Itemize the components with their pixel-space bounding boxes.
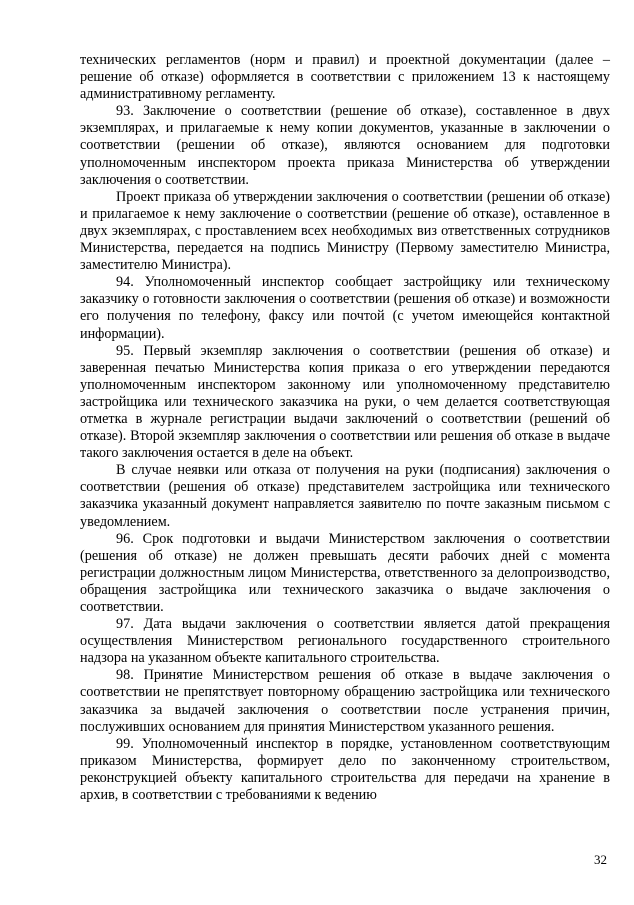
document-page xyxy=(80,52,610,804)
paragraph-98: 98. Принятие Министерством решения об отказе в выдаче заключения о соответствии не препятствует повторному обращению застройщика или технического заказчика за выдачей заключения о соответствии после устранения причин, послуживших основанием для принятия Министерством указанного решения. xyxy=(80,667,610,735)
paragraph-95-non-appearance: В случае неявки или отказа от получения на руки (подписания) заключения о соответствии (решения об отказе) представителем застройщика или технического заказчика указанный документ направляется заявителю по почте заказным письмом с уведомлением. xyxy=(80,462,610,530)
paragraph-95: 95. Первый экземпляр заключения о соответствии (решения об отказе) и заверенная печатью Министерства копия приказа о его утверждении передаются уполномоченным инспектором законному или уполномоченному представителю застройщика или технического заказчика на руки, о чем делается соответствующая отметка в журнале регистрации выдачи заключений о соответствии (решений об отказе). Второй экземпляр заключения о соответствии или решения об отказе в выдаче такого заключения остается в деле на объект. xyxy=(80,342,610,462)
paragraph-93: 93. Заключение о соответствии (решение об отказе), составленное в двух экземплярах, и прилагаемые к нему копии документов, указанные в заключении о соответствии (решении об отказе), являются основанием для подготовки уполномоченным инспектором проекта приказа Министерства об утверждении заключения о соответствии. xyxy=(80,103,610,188)
paragraph-96: 96. Срок подготовки и выдачи Министерством заключения о соответствии (решения об отказе) не должен превышать десяти рабочих дней с момента регистрации должностным лицом Министерства, ответственного за делопроизводство, обращения застройщика или технического заказчика о выдаче заключения о соответствии. xyxy=(80,530,610,615)
paragraph-93-draft-order: Проект приказа об утверждении заключения о соответствии (решении об отказе) и прилагаемое к нему заключение о соответствии (решение об отказе), оставленное в двух экземплярах, с проставлением всех необходимых виз ответственных сотрудников Министерства, передается на подпись Министру (Первому заместителю Министра, заместителю Министра). xyxy=(80,188,610,274)
paragraph-97: 97. Дата выдачи заключения о соответствии является датой прекращения осуществления Министерством регионального государственного строительного надзора на указанном объекте капитального строительства. xyxy=(80,616,610,667)
paragraph-99: 99. Уполномоченный инспектор в порядке, установленном соответствующим приказом Министерства, формирует дело по законченному строительством, реконструкцией объекту капитального строительства для передачи на хранение в архив, в соответствии с требованиями к ведению xyxy=(80,735,610,804)
page-number: 32 xyxy=(594,852,607,867)
paragraph-94: 94. Уполномоченный инспектор сообщает застройщику или техническому заказчику о готовности заключения о соответствии (решения об отказе) и возможности его получения по телефону, факсу или почтой (с учетом имеющейся контактной информации). xyxy=(80,274,610,342)
paragraph-continuation: технических регламентов (норм и правил) и проектной документации (далее – решение об отказе) оформляется в соответствии с приложением 13 к настоящему административному регламенту. xyxy=(80,52,610,103)
